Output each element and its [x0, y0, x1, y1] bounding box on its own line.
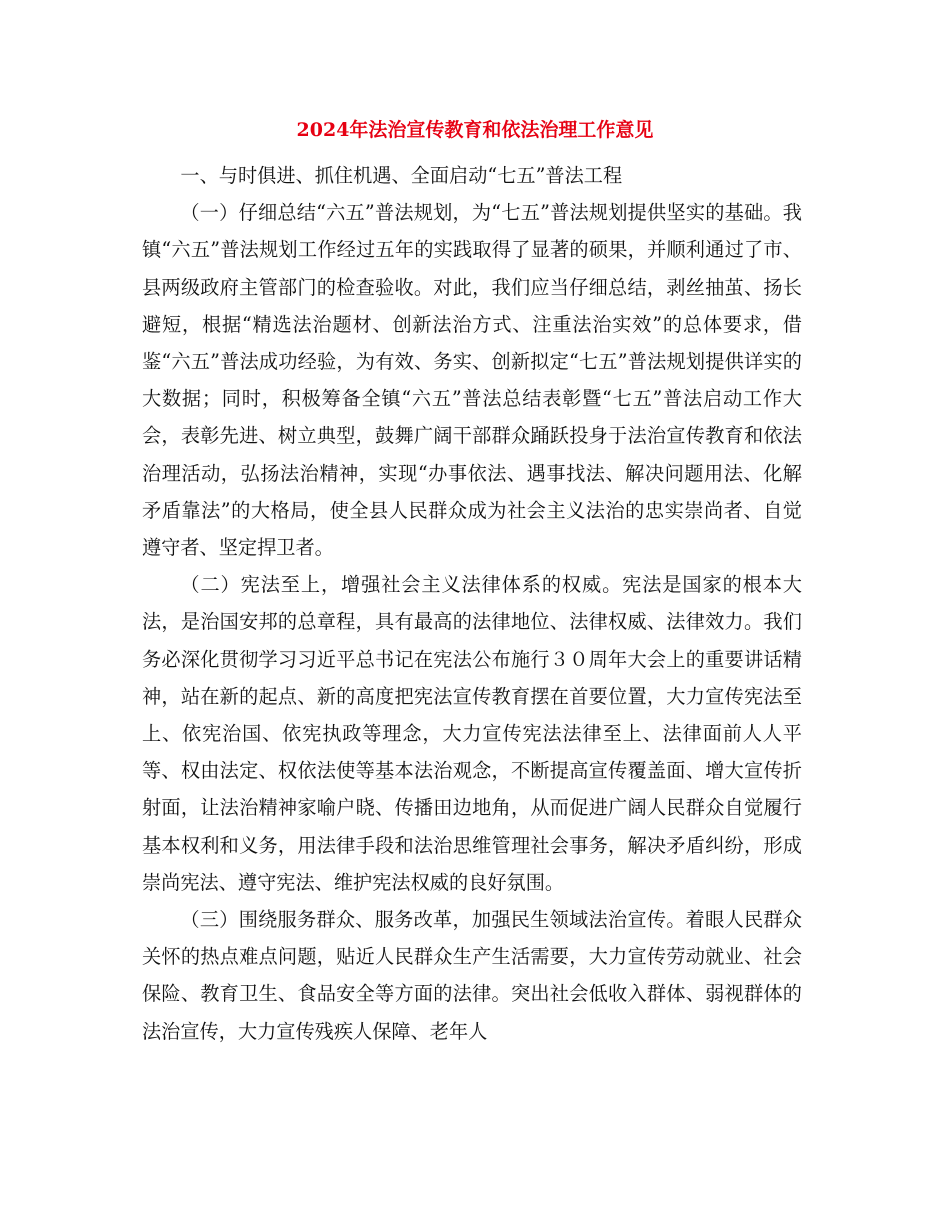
body-paragraph: （二）宪法至上，增强社会主义法律体系的权威。宪法是国家的根本大法，是治国安邦的总章程，具有最高的法律地位、法律权威、法律效力。我们务必深化贯彻学习习近平总书记在宪法公布施行３０周年大会上的重要讲话精神，站在新的起点、新的高度把宪法宣传教育摆在首要位置，大力宣传宪法至上、依宪治国、依宪执政等理念，大力宣传宪法法律至上、法律面前人人平等、权由法定、权依法使等基本法治观念，不断提高宣传覆盖面、增大宣传折射面，让法治精神家喻户晓、传播田边地角，从而促进广阔人民群众自觉履行基本权利和义务，用法律手段和法治思维管理社会事务，解决矛盾纠纷，形成崇尚宪法、遵守宪法、维护宪法权威的良好氛围。	[142, 573, 802, 894]
body-paragraph: （三）围绕服务群众、服务改革，加强民生领域法治宣传。着眼人民群众关怀的热点难点问题，贴近人民群众生产生活需要，大力宣传劳动就业、社会保险、教育卫生、食品安全等方面的法律。突出社会低收入群体、弱视群体的法治宣传，大力宣传残疾人保障、老年人	[142, 908, 802, 1043]
document-title: 2024年法治宣传教育和依法治理工作意见	[296, 119, 654, 141]
document-body	[142, 157, 802, 1050]
section-heading: 一、与时俱进、抓住机遇、全面启动“七五”普法工程	[180, 164, 623, 187]
body-paragraph: （一）仔细总结“六五”普法规划，为“七五”普法规划提供坚实的基础。我镇“六五”普法规划工作经过五年的实践取得了显著的硕果，并顺利通过了市、县两级政府主管部门的检查验收。对此，我们应当仔细总结，剥丝抽茧、扬长避短，根据“精选法治题材、创新法治方式、注重法治实效”的总体要求，借鉴“六五”普法成功经验，为有效、务实、创新拟定“七五”普法规划提供详实的大数据；同时，积极筹备全镇“六五”普法总结表彰暨“七五”普法启动工作大会，表彰先进、树立典型，鼓舞广阔干部群众踊跃投身于法治宣传教育和依法治理活动，弘扬法治精神，实现“办事依法、遇事找法、解决问题用法、化解矛盾靠法”的大格局，使全县人民群众成为社会主义法治的忠实崇尚者、自觉遵守者、坚定捍卫者。	[142, 201, 802, 560]
